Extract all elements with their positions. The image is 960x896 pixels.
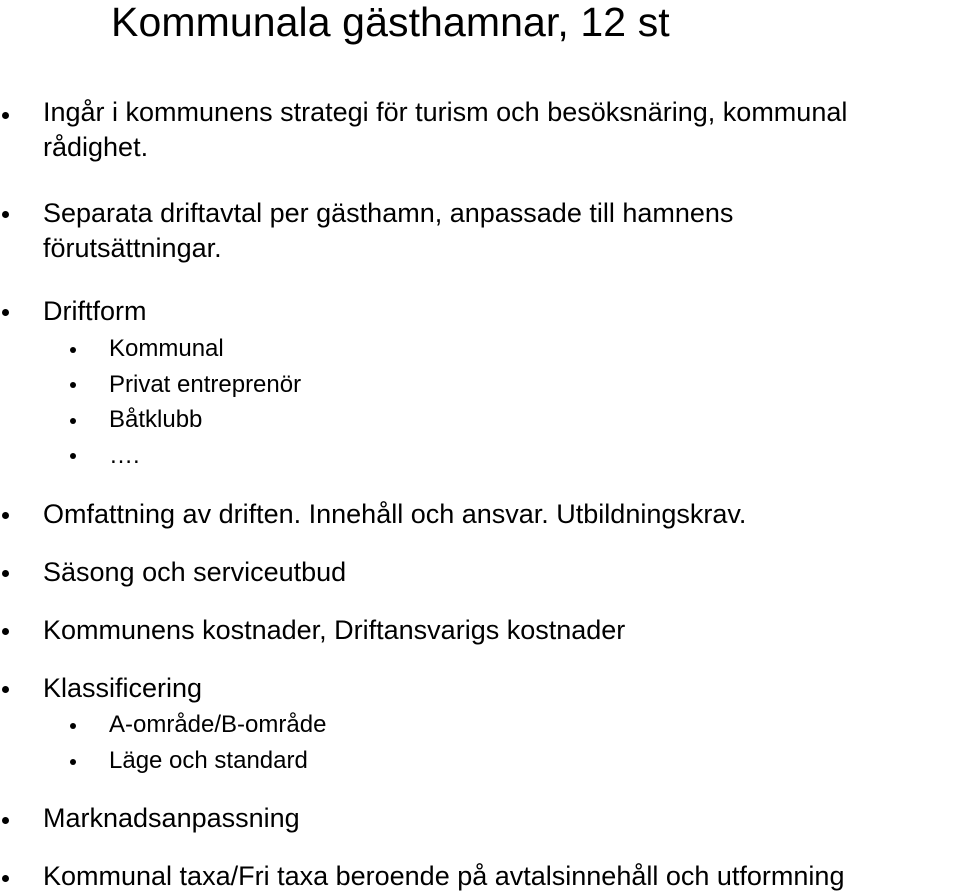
bullet-driftform: Driftform bbox=[43, 296, 147, 326]
bullet-costs: Kommunens kostnader, Driftansvarigs kostnader bbox=[43, 615, 626, 645]
slide-title: Kommunala gästhamnar, 12 st bbox=[111, 0, 670, 45]
bullet-market-adaptation: Marknadsanpassning bbox=[43, 803, 300, 833]
bullet-dot bbox=[2, 309, 9, 316]
bullet-dot bbox=[2, 512, 9, 519]
bullet-separate-contracts-continued: förutsättningar. bbox=[43, 233, 222, 263]
bullet-dot bbox=[2, 570, 9, 577]
sub-bullet-location-standard: Läge och standard bbox=[109, 747, 308, 774]
sub-bullet-private-entrepreneur: Privat entreprenör bbox=[109, 371, 302, 398]
sub-bullet-kommunal: Kommunal bbox=[109, 335, 224, 362]
bullet-fee: Kommunal taxa/Fri taxa beroende på avtalsinnehåll och utformning bbox=[43, 861, 845, 891]
sub-bullet-boat-club: Båtklubb bbox=[109, 406, 203, 433]
bullet-separate-contracts: Separata driftavtal per gästhamn, anpassade till hamnens bbox=[43, 198, 734, 228]
bullet-dot bbox=[2, 112, 9, 119]
bullet-scope: Omfattning av driften. Innehåll och ansvar. Utbildningskrav. bbox=[43, 499, 747, 529]
bullet-dot bbox=[2, 211, 9, 218]
bullet-dot bbox=[2, 875, 9, 882]
sub-bullet-ellipsis: …. bbox=[109, 442, 140, 469]
sub-bullet-dot bbox=[70, 453, 76, 459]
sub-bullet-dot bbox=[70, 347, 76, 353]
bullet-dot bbox=[2, 628, 9, 635]
bullet-strategy: Ingår i kommunens strategi för turism och besöksnäring, kommunal bbox=[43, 97, 848, 127]
sub-bullet-dot bbox=[70, 382, 76, 388]
bullet-strategy-continued: rådighet. bbox=[43, 132, 149, 162]
bullet-dot bbox=[2, 686, 9, 693]
sub-bullet-area-a-b: A-område/B-område bbox=[109, 711, 327, 738]
sub-bullet-dot bbox=[70, 418, 76, 424]
bullet-dot bbox=[2, 817, 9, 824]
sub-bullet-dot bbox=[70, 759, 76, 765]
sub-bullet-dot bbox=[70, 723, 76, 729]
bullet-classification: Klassificering bbox=[43, 673, 203, 703]
bullet-season-service: Säsong och serviceutbud bbox=[43, 557, 347, 587]
